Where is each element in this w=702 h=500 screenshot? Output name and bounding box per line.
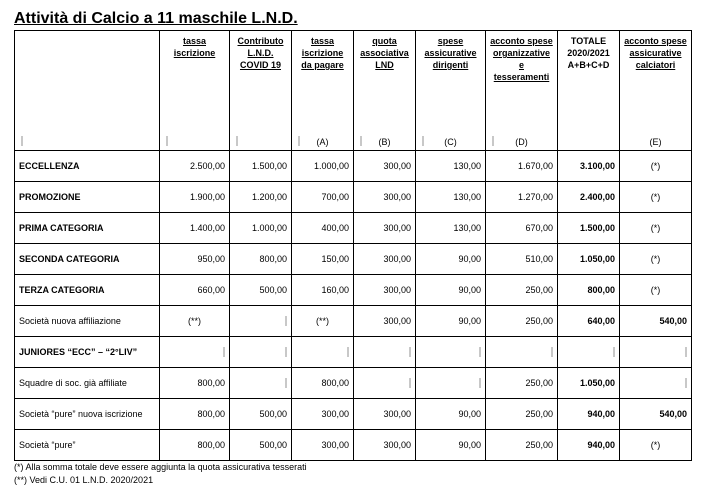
- table-cell: 3.100,00: [558, 151, 620, 182]
- table-cell: 1.500,00: [558, 213, 620, 244]
- table-cell: 400,00: [292, 213, 354, 244]
- table-cell: 500,00: [230, 399, 292, 430]
- table-cell: 800,00: [160, 430, 230, 461]
- column-header: [15, 31, 160, 151]
- column-marker: [21, 136, 23, 146]
- table-cell: 540,00: [620, 399, 692, 430]
- column-code: (E): [649, 137, 662, 147]
- empty-cell-marker: [347, 347, 349, 357]
- table-cell: 660,00: [160, 275, 230, 306]
- row-label: Squadre di soc. già affiliate: [15, 368, 160, 399]
- table-cell: 250,00: [486, 275, 558, 306]
- column-header-label: acconto spese organizzative e tesseramenti: [490, 36, 553, 82]
- table-cell: 510,00: [486, 244, 558, 275]
- table-cell: 90,00: [416, 399, 486, 430]
- empty-cell-marker: [223, 347, 225, 357]
- empty-cell-marker: [479, 378, 481, 388]
- column-header-label: Contributo L.N.D. COVID 19: [237, 36, 284, 70]
- table-cell: [354, 337, 416, 368]
- table-cell: 500,00: [230, 430, 292, 461]
- table-cell: [230, 368, 292, 399]
- column-code: (A): [316, 137, 329, 147]
- column-header: [416, 31, 486, 151]
- table-cell: [620, 368, 692, 399]
- table-row: [15, 337, 692, 368]
- table-cell: 1.900,00: [160, 182, 230, 213]
- table-row: [15, 430, 692, 461]
- table-cell: 1.400,00: [160, 213, 230, 244]
- table-cell: [416, 368, 486, 399]
- table-cell: 90,00: [416, 430, 486, 461]
- row-label: PROMOZIONE: [15, 182, 160, 213]
- table-cell: 90,00: [416, 306, 486, 337]
- footnotes: [14, 461, 307, 487]
- table-cell: 300,00: [354, 399, 416, 430]
- column-header: [292, 31, 354, 151]
- column-header: [558, 31, 620, 151]
- table-cell: 500,00: [230, 275, 292, 306]
- row-label: TERZA CATEGORIA: [15, 275, 160, 306]
- table-cell: 540,00: [620, 306, 692, 337]
- table-cell: 90,00: [416, 275, 486, 306]
- empty-cell-marker: [409, 347, 411, 357]
- table-cell: [416, 337, 486, 368]
- column-code: (D): [515, 137, 528, 147]
- table-cell: 130,00: [416, 182, 486, 213]
- row-label: ECCELLENZA: [15, 151, 160, 182]
- table-cell: (*): [620, 213, 692, 244]
- footnote: (**) Vedi C.U. 01 L.N.D. 2020/2021: [14, 475, 154, 485]
- row-label: JUNIORES “ECC” – “2°LIV”: [15, 337, 160, 368]
- table-cell: 1.200,00: [230, 182, 292, 213]
- table-cell: (**): [292, 306, 354, 337]
- table-row: [15, 151, 692, 182]
- empty-cell-marker: [409, 378, 411, 388]
- column-header: [486, 31, 558, 151]
- table-cell: [160, 337, 230, 368]
- table-row: [15, 368, 692, 399]
- table-cell: 250,00: [486, 368, 558, 399]
- footnote: (*) Alla somma totale deve essere aggiunta la quota assicurativa tesserati: [14, 462, 307, 472]
- column-header-label: tassa iscrizione da pagare: [301, 36, 344, 70]
- table-cell: (*): [620, 275, 692, 306]
- row-label: PRIMA CATEGORIA: [15, 213, 160, 244]
- table-cell: 1.270,00: [486, 182, 558, 213]
- table-cell: 800,00: [160, 368, 230, 399]
- table-cell: (*): [620, 244, 692, 275]
- column-header: [620, 31, 692, 151]
- column-header-label: tassa iscrizione: [173, 36, 216, 58]
- fees-table: [14, 30, 692, 461]
- table-cell: 800,00: [230, 244, 292, 275]
- column-code: (B): [378, 137, 391, 147]
- table-cell: 300,00: [354, 151, 416, 182]
- empty-cell-marker: [613, 347, 615, 357]
- table-cell: 800,00: [160, 399, 230, 430]
- table-cell: [558, 337, 620, 368]
- table-cell: 1.000,00: [230, 213, 292, 244]
- table-cell: 160,00: [292, 275, 354, 306]
- table-cell: 300,00: [354, 275, 416, 306]
- table-cell: (*): [620, 182, 692, 213]
- table-cell: (**): [160, 306, 230, 337]
- table-cell: 1.050,00: [558, 368, 620, 399]
- table-cell: 640,00: [558, 306, 620, 337]
- column-header-label: quota associativa LND: [360, 36, 409, 70]
- table-cell: 1.050,00: [558, 244, 620, 275]
- table-cell: 130,00: [416, 151, 486, 182]
- table-cell: 300,00: [354, 244, 416, 275]
- column-header: [230, 31, 292, 151]
- row-label: Società nuova affiliazione: [15, 306, 160, 337]
- table-cell: (*): [620, 151, 692, 182]
- table-cell: [230, 306, 292, 337]
- header-row: [15, 31, 692, 151]
- column-marker: [236, 136, 238, 146]
- column-header-label: acconto spese assicurative calciatori: [624, 36, 687, 70]
- table-cell: 300,00: [292, 399, 354, 430]
- empty-cell-marker: [551, 347, 553, 357]
- column-header: [354, 31, 416, 151]
- table-cell: (*): [620, 430, 692, 461]
- table-cell: [354, 368, 416, 399]
- table-cell: 950,00: [160, 244, 230, 275]
- table-row: [15, 213, 692, 244]
- table-cell: 250,00: [486, 306, 558, 337]
- column-header-label: TOTALE 2020/2021 A+B+C+D: [567, 36, 610, 70]
- table-cell: 150,00: [292, 244, 354, 275]
- table-cell: 940,00: [558, 399, 620, 430]
- table-cell: 700,00: [292, 182, 354, 213]
- column-header-label: spese assicurative dirigenti: [424, 36, 477, 70]
- empty-cell-marker: [285, 316, 287, 326]
- table-cell: 800,00: [292, 368, 354, 399]
- row-label: Società “pure” nuova iscrizione: [15, 399, 160, 430]
- table-cell: 2.500,00: [160, 151, 230, 182]
- table-cell: 250,00: [486, 399, 558, 430]
- table-row: [15, 306, 692, 337]
- column-header: [160, 31, 230, 151]
- table-cell: [486, 337, 558, 368]
- table-row: [15, 275, 692, 306]
- page-title: Attività di Calcio a 11 maschile L.N.D.: [14, 10, 298, 27]
- table-cell: 670,00: [486, 213, 558, 244]
- empty-cell-marker: [685, 347, 687, 357]
- table-cell: 1.000,00: [292, 151, 354, 182]
- table-cell: 300,00: [354, 306, 416, 337]
- table-cell: [292, 337, 354, 368]
- table-cell: [230, 337, 292, 368]
- table-cell: 2.400,00: [558, 182, 620, 213]
- table-cell: 300,00: [354, 182, 416, 213]
- table-body: [15, 151, 692, 461]
- table-cell: 1.500,00: [230, 151, 292, 182]
- row-label: Società “pure”: [15, 430, 160, 461]
- table-cell: 940,00: [558, 430, 620, 461]
- table-cell: 90,00: [416, 244, 486, 275]
- column-marker: [166, 136, 168, 146]
- table-cell: 1.670,00: [486, 151, 558, 182]
- empty-cell-marker: [685, 378, 687, 388]
- table-cell: 300,00: [292, 430, 354, 461]
- table-row: [15, 182, 692, 213]
- row-label: SECONDA CATEGORIA: [15, 244, 160, 275]
- table-cell: 130,00: [416, 213, 486, 244]
- empty-cell-marker: [479, 347, 481, 357]
- table-cell: 250,00: [486, 430, 558, 461]
- table-cell: [620, 337, 692, 368]
- table-cell: 300,00: [354, 430, 416, 461]
- table-row: [15, 399, 692, 430]
- table-cell: 800,00: [558, 275, 620, 306]
- table-row: [15, 244, 692, 275]
- empty-cell-marker: [285, 347, 287, 357]
- table-cell: 300,00: [354, 213, 416, 244]
- column-code: (C): [444, 137, 457, 147]
- empty-cell-marker: [285, 378, 287, 388]
